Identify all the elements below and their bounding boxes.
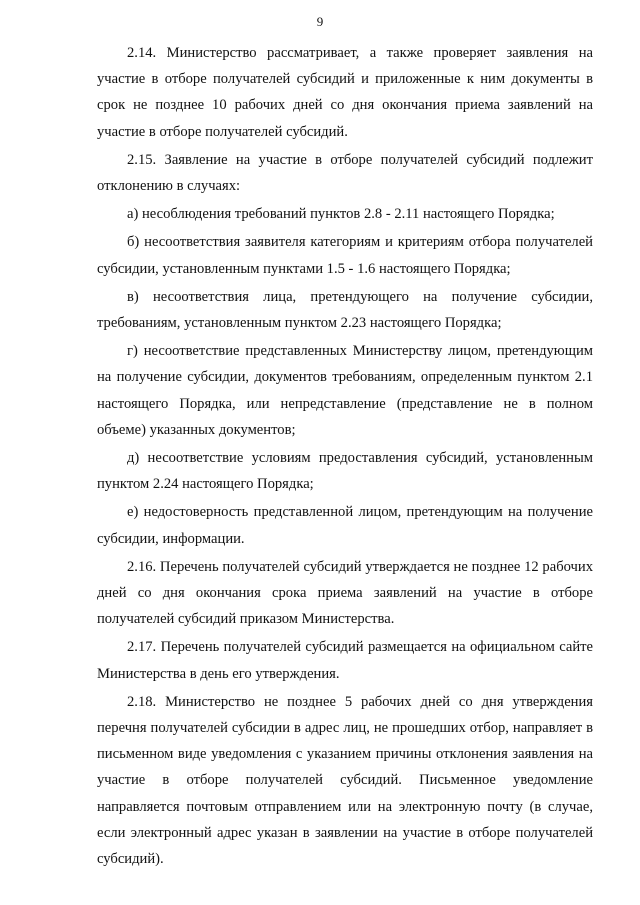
list-item-e: е) недостоверность представленной лицом, претендующим на получение субсидии, информации. [97, 504, 593, 547]
list-item-b: б) несоответствия заявителя категориям и критериям отбора получателей субсидии, установленным пунктами 1.5 - 1.6 настоящего Порядка; [97, 234, 593, 277]
paragraph-2-18: 2.18. Министерство не позднее 5 рабочих дней со дня утверждения перечня получателей субсидии в адрес лиц, не прошедших отбор, направляет в письменном виде уведомления с указанием причины отклонения заявления на участие в отборе получателей субсидий. Письменное уведомление направляется почтовым отправлением или на электронную почту (в случае, если электронный адрес указан в заявлении на участие в отборе получателей субсидий). [97, 693, 593, 868]
list-item-a: а) несоблюдения требований пунктов 2.8 - 2.11 настоящего Порядка; [127, 206, 555, 223]
paragraph-2-16: 2.16. Перечень получателей субсидий утверждается не позднее 12 рабочих дней со дня окончания срока приема заявлений на участие в отборе получателей субсидий приказом Министерства. [97, 558, 593, 628]
page-number: 9 [316, 14, 324, 29]
document-body [97, 40, 593, 872]
list-item-g: г) несоответствие представленных Министерству лицом, претендующим на получение субсидии, документов требованиям, определенным пунктом 2.1 настоящего Порядка, или непредставление (представление не в полном объеме) указанных документов; [97, 343, 593, 438]
list-item-v: в) несоответствия лица, претендующего на получение субсидии, требованиям, установленным пунктом 2.23 настоящего Порядка; [97, 288, 593, 332]
paragraph-2-14: 2.14. Министерство рассматривает, а также проверяет заявления на участие в отборе получателей субсидий и приложенные к ним документы в срок не позднее 10 рабочих дней со дня окончания приема заявлений на участие в отборе получателей субсидий. [97, 45, 593, 140]
paragraph-2-17: 2.17. Перечень получателей субсидий размещается на официальном сайте Министерства в день его утверждения. [97, 639, 593, 682]
paragraph-2-15: 2.15. Заявление на участие в отборе получателей субсидий подлежит отклонению в случаях: [97, 151, 593, 195]
list-item-d: д) несоответствие условиям предоставления субсидий, установленным пунктом 2.24 настоящего Порядка; [97, 450, 593, 493]
